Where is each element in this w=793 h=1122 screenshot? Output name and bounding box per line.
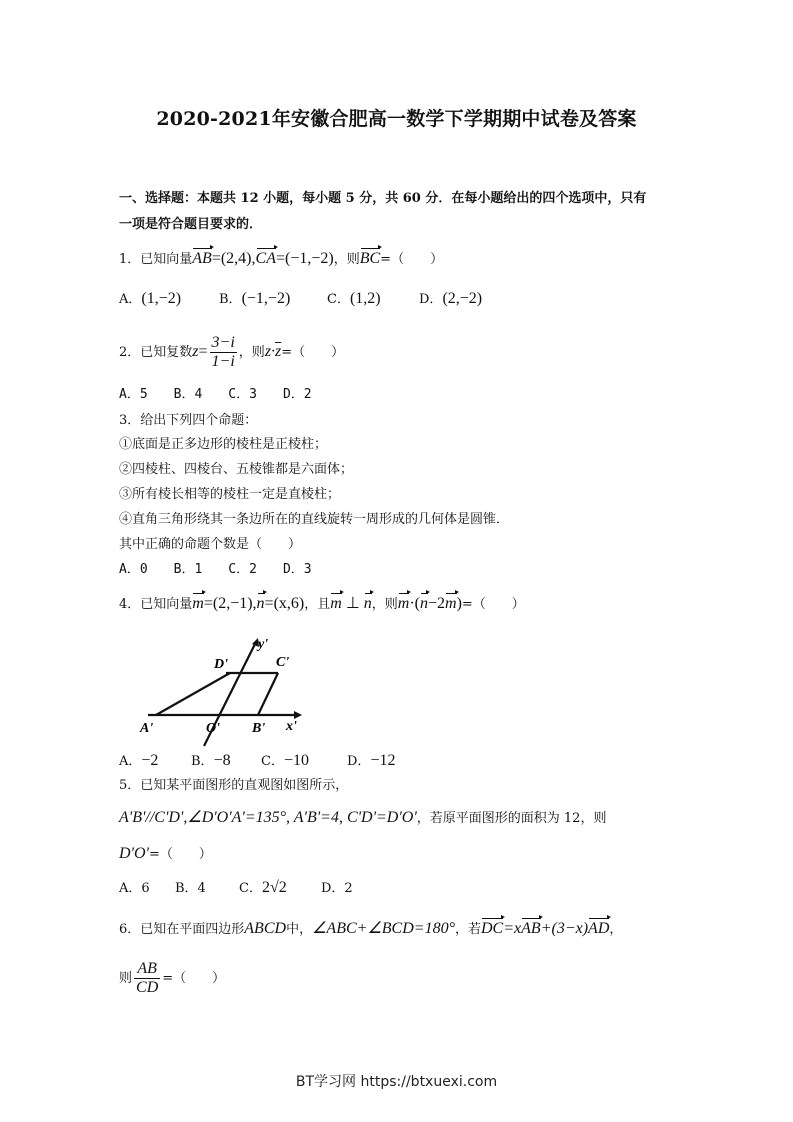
q5-options — [119, 879, 353, 898]
q4-close: ) — [456, 595, 462, 612]
q4-option-a: A．−2 — [119, 752, 159, 769]
q4-m-value: =(2,−1), — [203, 595, 257, 612]
q3-prop-4: ④直角三角形绕其一条边所在的直线旋转一周形成的几何体是圆锥． — [119, 512, 510, 527]
q6-abcd: ABCD — [244, 920, 287, 937]
label-b: B' — [252, 721, 266, 736]
label-c: C' — [276, 655, 290, 670]
label-y: y' — [258, 637, 269, 652]
q3-prop-3: ③所有棱长相等的棱柱一定是直棱柱； — [119, 487, 341, 502]
q2-denominator: 1−i — [211, 352, 235, 370]
q6-angle: ∠ABC+∠BCD=180° — [312, 920, 455, 937]
q2-then: ，则 — [238, 345, 265, 360]
q2-stem: 2．已知复数 — [119, 345, 193, 360]
question-4 — [119, 595, 525, 614]
q6-numerator: AB — [134, 960, 160, 979]
x-axis-arrow — [294, 711, 302, 719]
footer-watermark: BT学习网 https://btxuexi.com — [295, 1074, 498, 1090]
question-1 — [119, 250, 443, 269]
perp-symbol: ⊥ — [345, 595, 360, 612]
q4-stem: 4．已知向量 — [119, 597, 193, 612]
q1-tail: =（ ） — [380, 252, 444, 267]
vector-ad: AD — [588, 920, 610, 937]
q4-option-c: C．−10 — [261, 752, 309, 769]
q2-tail: =（ ） — [281, 345, 345, 360]
vector-ca: CA — [255, 250, 276, 267]
q3-prop-1: ①底面是正多边形的棱柱是正棱柱； — [119, 437, 328, 452]
q2-eq: = — [198, 343, 208, 360]
q2-numerator: 3−i — [211, 333, 235, 351]
q5-stem: 5．已知某平面图形的直观图如图所示， — [119, 778, 349, 793]
q6-then: 则 — [119, 971, 133, 986]
q3-stem: 3．给出下列四个命题： — [119, 413, 258, 428]
vector-m-3: m — [397, 595, 410, 612]
q6-tail: =（ ） — [162, 971, 226, 986]
q1-option-c: C．(1,2) — [327, 290, 381, 307]
q5-option-d: D．2 — [321, 881, 353, 896]
q6-comma: ， — [609, 922, 623, 937]
q5-formula: A'B'//C'D',∠D'O'A'=135°, A'B'=4, C'D'=D'O' — [119, 809, 417, 826]
q2-options: A．5 B．4 C．3 D．2 — [119, 387, 312, 402]
q5-tail: =（ ） — [148, 847, 212, 862]
q5-option-c: C．2√2 — [239, 879, 287, 896]
segment-c-b — [258, 673, 278, 715]
q4-option-d: D．−12 — [347, 752, 396, 769]
q2-z-dot: z· — [264, 343, 276, 360]
q1-ab-value: =(2,4), — [211, 250, 256, 267]
q5-ask — [119, 845, 212, 864]
q2-fraction — [210, 334, 237, 371]
q4-then: ，则 — [371, 597, 398, 612]
page-title: 2020-2021年安徽合肥高一数学下学期期中试卷及答案 — [156, 108, 637, 130]
q6-fraction — [134, 960, 160, 997]
q5-ask-expr: D'O' — [119, 845, 149, 862]
vector-n-3: n — [419, 595, 428, 612]
q4-options — [119, 752, 395, 771]
q3-options: A．0 B．1 C．2 D．3 — [119, 562, 312, 577]
label-x: x' — [286, 719, 297, 734]
label-a: A' — [140, 721, 154, 736]
q4-dot: ·( — [409, 595, 420, 612]
q4-option-b: B．−8 — [191, 752, 231, 769]
segment-a-d — [156, 673, 230, 715]
section-intro-line1: 一、选择题：本题共 12 小题，每小题 5 分，共 60 分．在每小题给出的四个选项中，只有 — [119, 191, 647, 206]
vector-m-4: m — [445, 595, 457, 612]
label-d: D' — [214, 657, 228, 672]
label-o: O' — [206, 721, 220, 736]
q4-minus: −2 — [427, 595, 446, 612]
q1-stem: 1．已知向量 — [119, 252, 193, 267]
question-2 — [119, 333, 344, 372]
q5-cond-tail: ，若原平面图形的面积为 12，则 — [416, 811, 607, 826]
vector-n: n — [256, 595, 265, 612]
vector-ab-q6: AB — [521, 920, 541, 937]
q6-ask — [119, 960, 225, 998]
q6-mid: 中， — [286, 922, 313, 937]
q1-option-a: A．(1,−2) — [119, 290, 182, 307]
q6-eq: =x — [503, 920, 522, 937]
q5-option-b: B．4 — [175, 881, 206, 896]
q6-if: ，若 — [454, 922, 481, 937]
q1-ca-value: =(−1,−2) — [275, 250, 334, 267]
q1-option-d: D．(2,−2) — [419, 290, 483, 307]
q6-stem: 6．已知在平面四边形 — [119, 922, 245, 937]
q4-cond: ，且 — [304, 597, 331, 612]
vector-m-2: m — [330, 595, 342, 612]
q1-options — [119, 290, 482, 309]
q4-n-value: =(x,6) — [264, 595, 305, 612]
q6-denominator: CD — [136, 979, 159, 996]
q4-tail: =（ ） — [461, 597, 525, 612]
q2-z-conjugate: $\overline{z}$ — [275, 343, 282, 360]
vector-bc: BC — [359, 250, 381, 267]
q3-prop-2: ②四棱柱、四棱台、五棱锥都是六面体； — [119, 462, 354, 477]
q1-option-b: B．(−1,−2) — [219, 290, 291, 307]
oblique-diagram — [118, 628, 308, 748]
q5-option-a: A．6 — [119, 881, 150, 896]
q3-ask: 其中正确的命题个数是（ ） — [119, 537, 302, 552]
q1-then: ，则 — [333, 252, 360, 267]
vector-ab: AB — [192, 250, 212, 267]
vector-n-2: n — [363, 595, 372, 612]
q6-plus: +(3−x) — [540, 920, 589, 937]
section-intro-line2: 一项是符合题目要求的． — [119, 217, 263, 232]
vector-dc: DC — [481, 920, 504, 937]
vector-m: m — [192, 595, 204, 612]
question-6 — [119, 920, 622, 939]
q2-z: z — [192, 343, 199, 360]
q5-condition — [119, 809, 606, 828]
